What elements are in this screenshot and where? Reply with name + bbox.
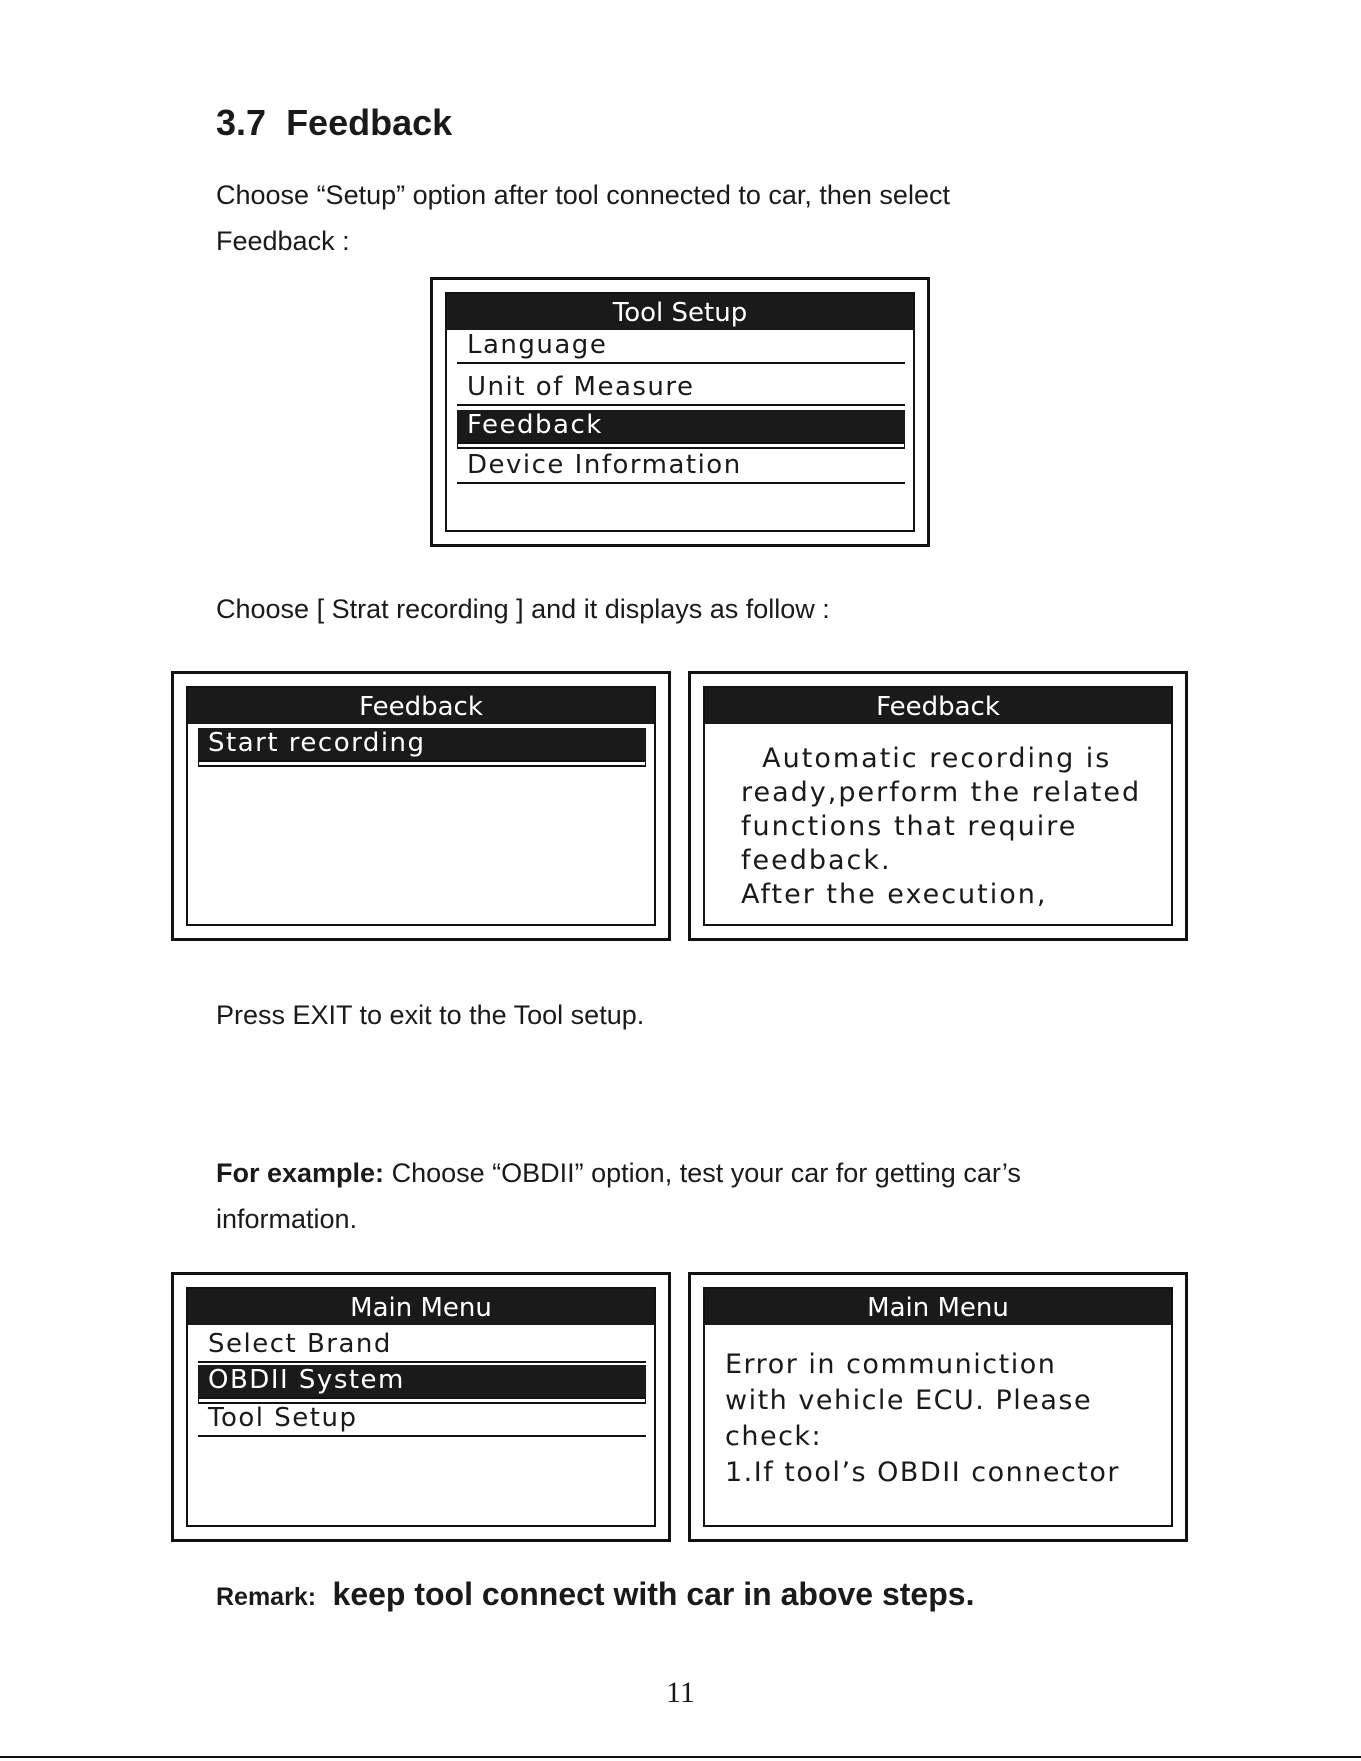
section-number: 3.7 (216, 102, 267, 143)
main-error-screen (688, 1272, 1188, 1542)
example-label: For example: (216, 1158, 385, 1188)
example-line-1: Choose “OBDII” option, test your car for getting car’s (384, 1158, 1021, 1188)
feedback-menu-screen-inner (186, 686, 656, 926)
menu-item-feedback[interactable]: Feedback (457, 410, 905, 444)
section-title: Feedback (286, 102, 453, 143)
tool-setup-screen (430, 277, 930, 547)
menu-item-select-brand[interactable]: Select Brand (198, 1329, 646, 1363)
remark-label: Remark: (216, 1583, 317, 1611)
error-message-text (725, 1347, 1120, 1491)
error-message-line: with vehicle ECU. Please (725, 1385, 1093, 1416)
feedback-message-line: functions that require (741, 811, 1078, 842)
feedback-message-screen-inner (703, 686, 1173, 926)
feedback-message-line: Automatic recording is (741, 743, 1112, 774)
page-number: 11 (666, 1676, 695, 1709)
exit-instruction: Press EXIT to exit to the Tool setup. (216, 1000, 645, 1030)
choose-recording-text: Choose [ Strat recording ] and it displays as follow : (216, 594, 830, 624)
error-message-line: 1.If tool’s OBDII connector (725, 1457, 1120, 1488)
menu-item-device-information[interactable]: Device Information (457, 450, 905, 484)
menu-item-start-recording[interactable]: Start recording (198, 728, 646, 762)
bottom-rule (0, 1756, 1361, 1758)
error-message-line: check: (725, 1421, 823, 1452)
menu-item-unit-of-measure[interactable]: Unit of Measure (457, 372, 905, 406)
feedback-message-line: After the execution, (741, 879, 1048, 910)
menu-item-language[interactable]: Language (457, 330, 905, 364)
main-menu-screen-title: Main Menu (188, 1289, 654, 1325)
feedback-message-line: feedback. (741, 845, 892, 876)
example-line-2: information. (216, 1204, 358, 1234)
feedback-message-text (741, 742, 1141, 912)
menu-item-tool-setup[interactable]: Tool Setup (198, 1403, 646, 1437)
feedback-message-screen (688, 671, 1188, 941)
main-error-screen-inner (703, 1287, 1173, 1527)
main-menu-screen-inner (186, 1287, 656, 1527)
error-message-line: Error in communiction (725, 1349, 1057, 1380)
feedback-menu-screen (171, 671, 671, 941)
tool-setup-screen-title: Tool Setup (447, 294, 913, 330)
remark-text: keep tool connect with car in above steps. (332, 1576, 975, 1612)
intro-line-2: Feedback : (216, 226, 350, 256)
example-paragraph (216, 1150, 1176, 1242)
remark (216, 1576, 974, 1613)
feedback-message-line: ready,perform the related (741, 777, 1142, 808)
main-error-screen-title: Main Menu (705, 1289, 1171, 1325)
feedback-message-screen-title: Feedback (705, 688, 1171, 724)
tool-setup-screen-inner (445, 292, 915, 532)
main-menu-screen (171, 1272, 671, 1542)
menu-item-obdii-system[interactable]: OBDII System (198, 1365, 646, 1399)
section-heading (216, 102, 452, 144)
intro-line-1: Choose “Setup” option after tool connected to car, then select (216, 180, 950, 210)
feedback-menu-screen-title: Feedback (188, 688, 654, 724)
intro-paragraph (216, 172, 1176, 264)
